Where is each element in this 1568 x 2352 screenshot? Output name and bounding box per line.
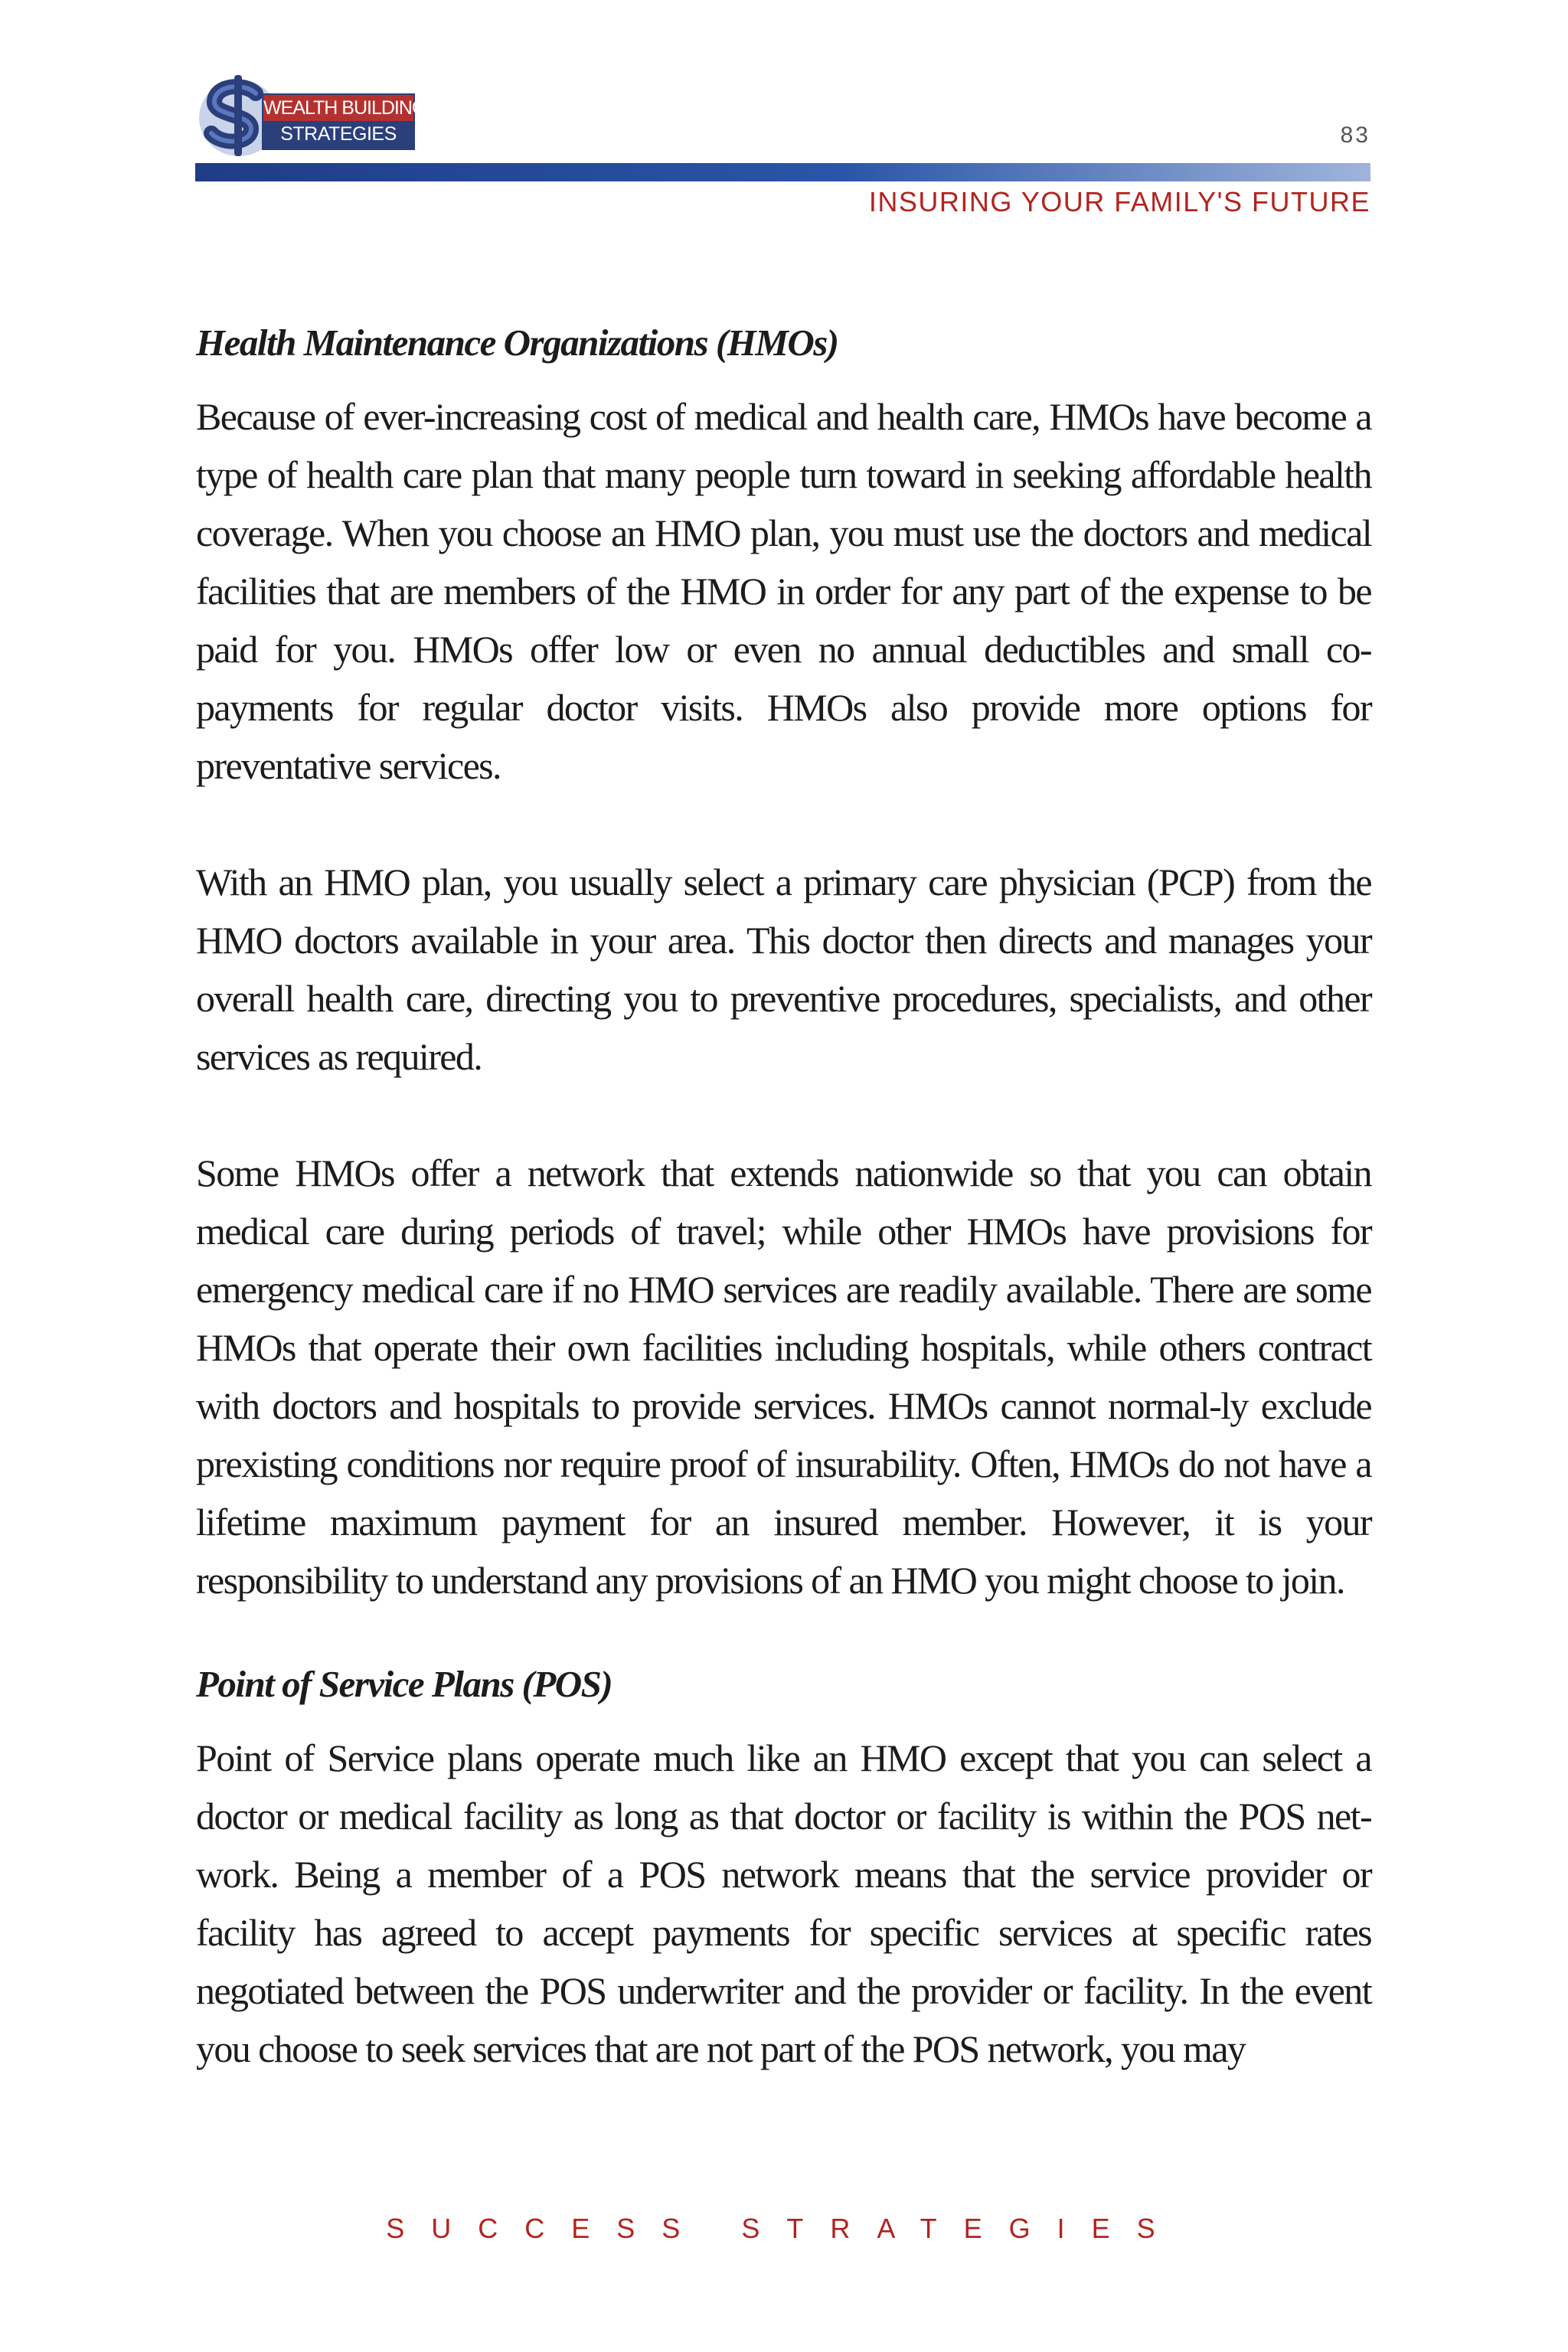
header-rule xyxy=(195,163,1370,181)
footer-success-strategies: SUCCESS STRATEGIES xyxy=(386,2213,1182,2244)
logo-line-wealth-building: WEALTH BUILDING xyxy=(263,95,413,121)
hmo-paragraph-3: Some HMOs offer a network that extends nationwide so that you can obtain medical care during periods of travel; while other HMOs have provisions for emergency medical care if no HMO services are readily available. There are some HMOs that operate their own facilities including hospitals, while others contract with doctors and hospitals to provide services. HMOs cannot normal-ly exclude prexisting conditions nor require proof of insurability. Often, HMOs do not have a lifetime maximum payment for an insured member. However, it is your responsibility to understand any provisions of an HMO you might choose to join. xyxy=(196,1152,1371,1602)
wealth-building-strategies-logo xyxy=(191,70,426,162)
hmo-paragraph-2: With an HMO plan, you usually select a primary care physician (PCP) from the HMO doctors available in your area. This doctor then directs and manages your overall health care, directing you to preventive procedures, specialists, and other services as required. xyxy=(196,861,1371,1078)
pos-heading: Point of Service Plans (POS) xyxy=(196,1663,612,1705)
main-content xyxy=(196,314,1371,2078)
logo-line-strategies: STRATEGIES xyxy=(263,121,413,147)
page-number: 83 xyxy=(1340,122,1370,148)
pos-paragraph-1: Point of Service plans operate much like an HMO except that you can select a doctor or medical facility as long as that doctor or facility is within the POS net-work. Being a member of a POS network means that the service provider or facility has agreed to accept payments for specific services at specific rates negotiated between the POS underwriter and the provider or facility. In the event you choose to seek services that are not part of the POS network, you may xyxy=(196,1736,1371,2070)
hmo-paragraph-1: Because of ever-increasing cost of medical and health care, HMOs have become a type of health care plan that many people turn toward in seeking affordable health coverage. When you choose an HMO plan, you must use the doctors and medical facilities that are members of the HMO in order for any part of the expense to be paid for you. HMOs offer low or even no annual deductibles and small co-payments for regular doctor visits. HMOs also provide more options for preventative services. xyxy=(196,395,1371,787)
hmo-heading: Health Maintenance Organizations (HMOs) xyxy=(196,322,838,364)
running-section-title: INSURING YOUR FAMILY'S FUTURE xyxy=(868,186,1370,217)
logo-wordmark xyxy=(262,93,426,150)
